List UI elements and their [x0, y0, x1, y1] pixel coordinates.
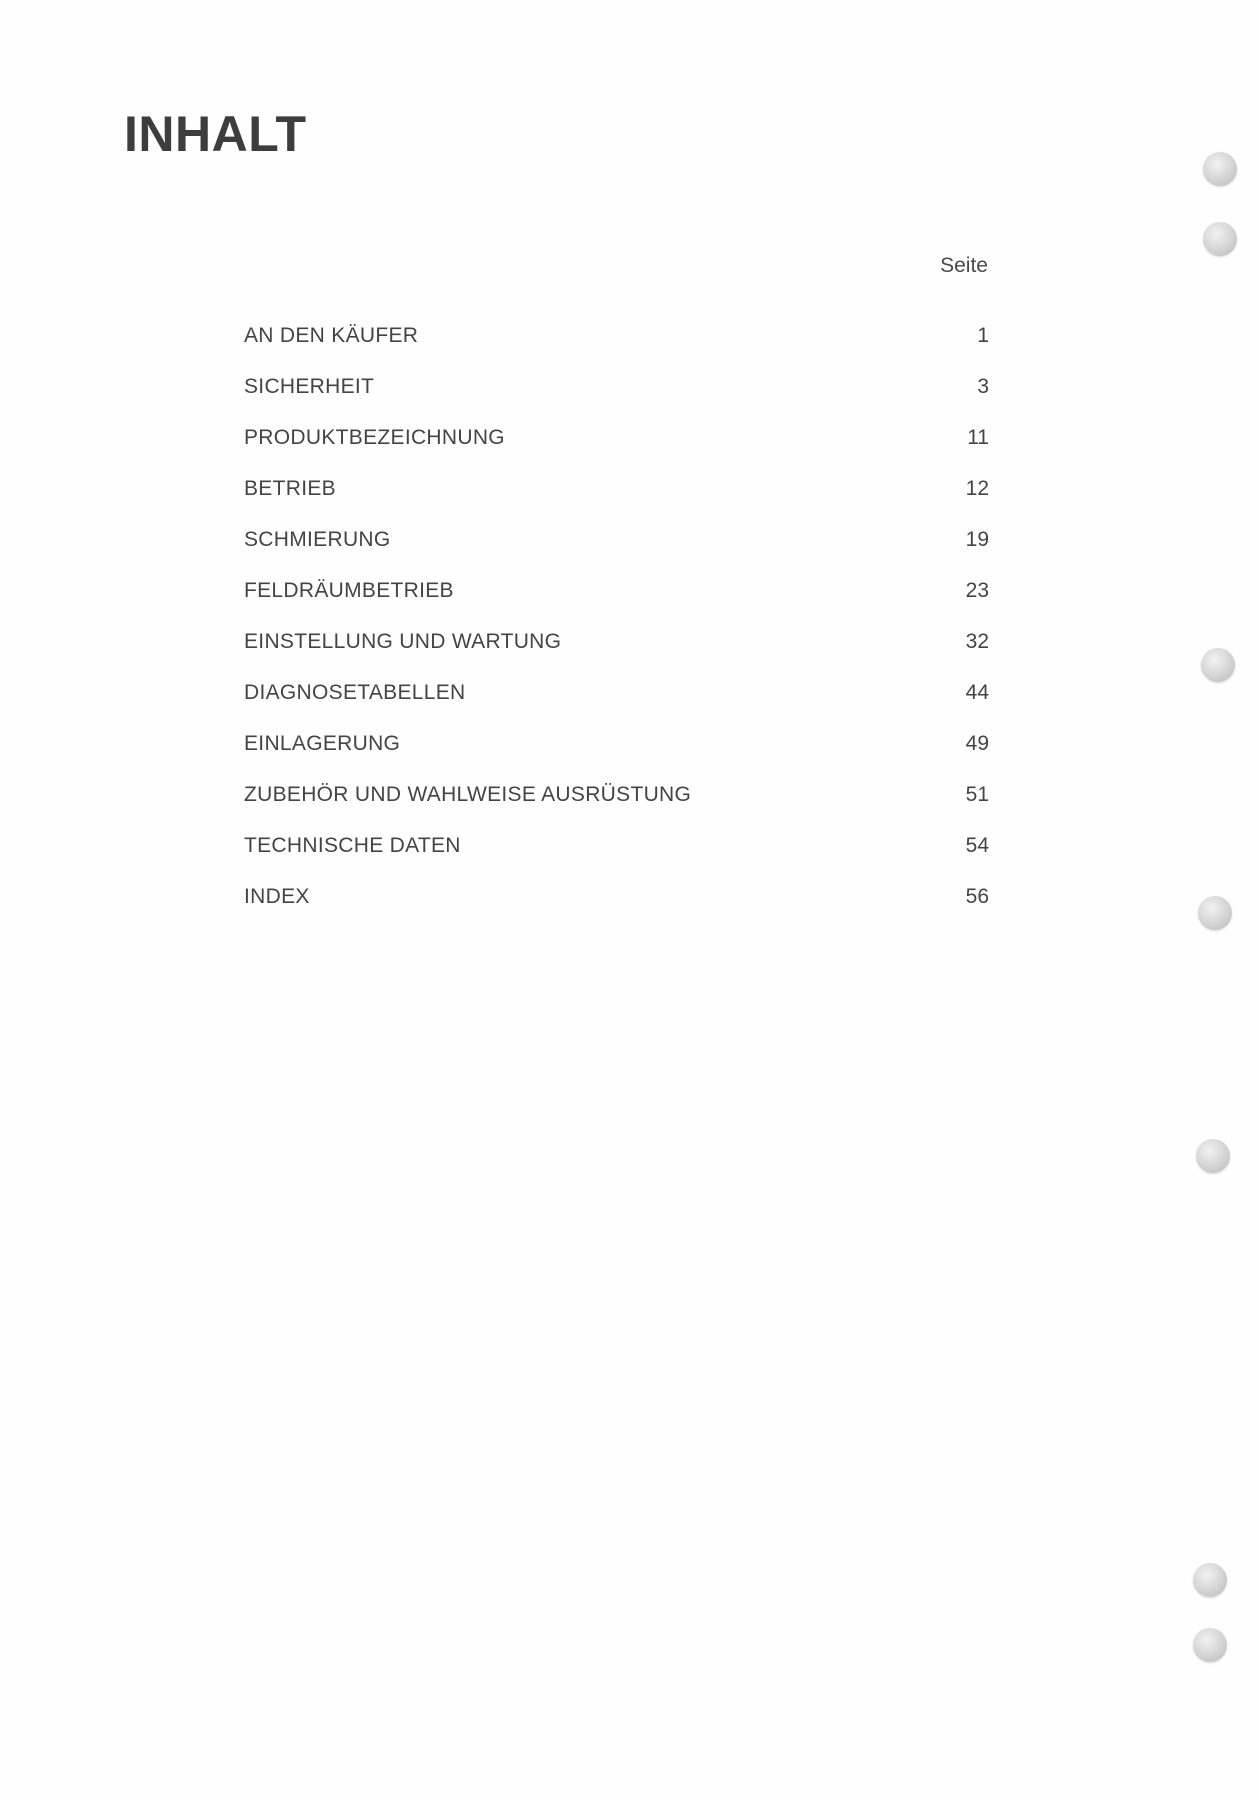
- toc-entry-page: 12: [965, 477, 989, 500]
- toc-entry-page: 44: [965, 681, 989, 704]
- toc-entry-title: PRODUKTBEZEICHNUNG: [244, 426, 505, 449]
- toc-entry-page: 54: [965, 834, 989, 857]
- toc-entry[interactable]: [244, 732, 989, 783]
- toc-entry-title: SCHMIERUNG: [244, 528, 391, 551]
- toc-entry-page: 19: [965, 528, 989, 551]
- toc-entry-title: FELDRÄUMBETRIEB: [244, 579, 454, 602]
- toc-entry-title: DIAGNOSETABELLEN: [244, 681, 466, 704]
- toc-entry-title: AN DEN KÄUFER: [244, 324, 419, 347]
- toc-entry-title: ZUBEHÖR UND WAHLWEISE AUSRÜSTUNG: [244, 783, 692, 806]
- toc-entry-title: TECHNISCHE DATEN: [244, 834, 461, 857]
- toc-entry[interactable]: [244, 426, 989, 477]
- toc-entry[interactable]: [244, 630, 989, 681]
- toc-entry-page: 56: [965, 885, 989, 908]
- binder-hole: [1198, 896, 1232, 930]
- binder-hole: [1196, 1139, 1230, 1173]
- binder-hole: [1203, 222, 1237, 256]
- toc-entry[interactable]: [244, 477, 989, 528]
- toc-entry-title: SICHERHEIT: [244, 375, 375, 398]
- toc-entry-page: 49: [965, 732, 989, 755]
- toc-entry-page: 1: [977, 324, 989, 347]
- toc-entry[interactable]: [244, 783, 989, 834]
- toc-entry[interactable]: [244, 375, 989, 426]
- toc-entry-page: 51: [965, 783, 989, 806]
- toc-entry-page: 3: [977, 375, 989, 398]
- toc-entry[interactable]: [244, 834, 989, 885]
- toc-entry-title: EINSTELLUNG UND WARTUNG: [244, 630, 562, 653]
- toc-entry-title: INDEX: [244, 885, 310, 908]
- toc-entry[interactable]: [244, 324, 989, 375]
- binder-hole: [1193, 1563, 1227, 1597]
- toc-entry[interactable]: [244, 579, 989, 630]
- toc-entry-page: 11: [967, 426, 989, 449]
- binder-hole: [1203, 152, 1237, 186]
- toc-entry-page: 32: [965, 630, 989, 653]
- page-title: INHALT: [124, 106, 307, 162]
- binder-hole: [1193, 1628, 1227, 1662]
- toc-entry-title: EINLAGERUNG: [244, 732, 401, 755]
- binder-hole: [1201, 648, 1235, 682]
- toc-entry[interactable]: [244, 681, 989, 732]
- toc-entry-page: 23: [965, 579, 989, 602]
- toc-entry[interactable]: [244, 528, 989, 579]
- page-column-header: Seite: [940, 254, 988, 277]
- toc-entry[interactable]: [244, 885, 989, 936]
- toc-entry-title: BETRIEB: [244, 477, 336, 500]
- table-of-contents: [244, 324, 989, 936]
